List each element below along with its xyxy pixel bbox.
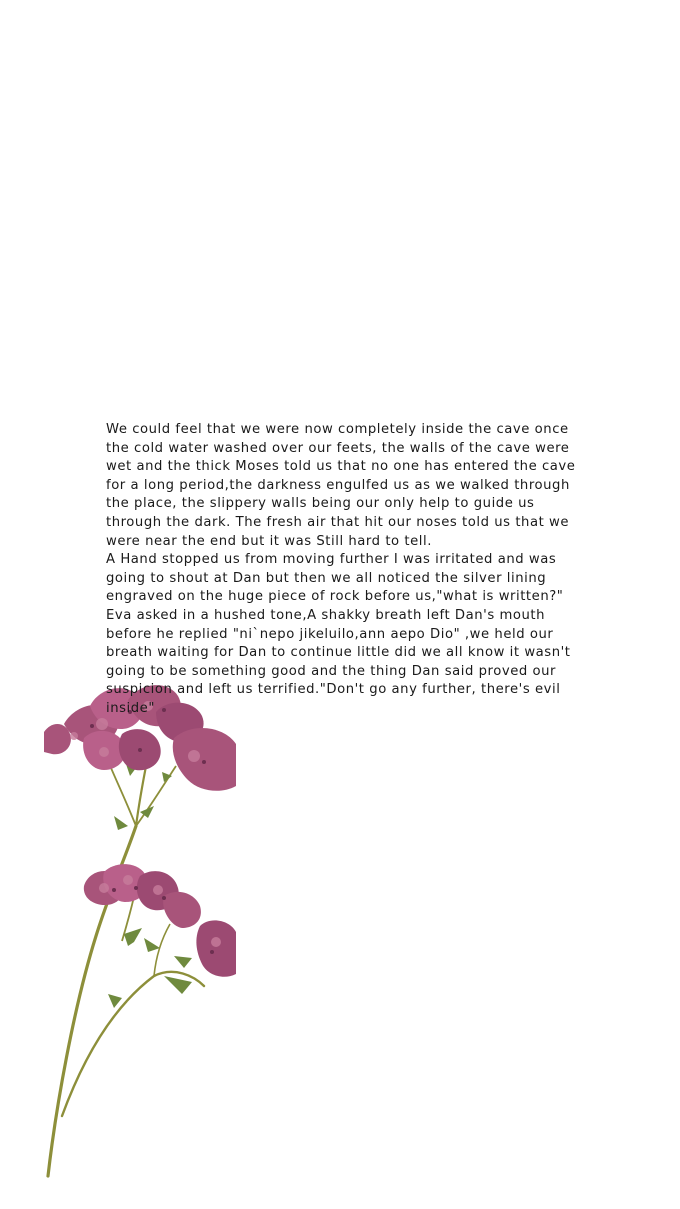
flower-lower-cluster <box>84 864 236 977</box>
story-paragraph-1: We could feel that we were now completely inside the cave once the cold water washed over our feets, the walls of the cave were wet and the thick Moses told us that no one has entered the cave for a long period,the darkness engulfed us as we walked through the place, the slippery walls being our only help to guide us through the dark. The fresh air that hit our noses told us that we were near the end but it was Still hard to tell. <box>106 422 576 549</box>
story-paragraph-2: A Hand stopped us from moving further I was irritated and was going to shout at Dan but then we all noticed the silver lining engraved on the huge piece of rock before us,"what is written?" Eva asked in a hushed tone,A shakky breath left Dan's mouth before he replied "ni`nepo jikeluilo,ann aepo Dio" ,we held our breath waiting for Dan to continue little did we all know it wasn't going to be something good and the thing Dan said proved our suspicion and left us terrified."Don't go any further, there's evil inside" <box>106 552 571 716</box>
pressed-flower-icon <box>44 676 238 1181</box>
flower-stem-branch <box>62 972 204 1116</box>
story-text <box>106 421 586 719</box>
